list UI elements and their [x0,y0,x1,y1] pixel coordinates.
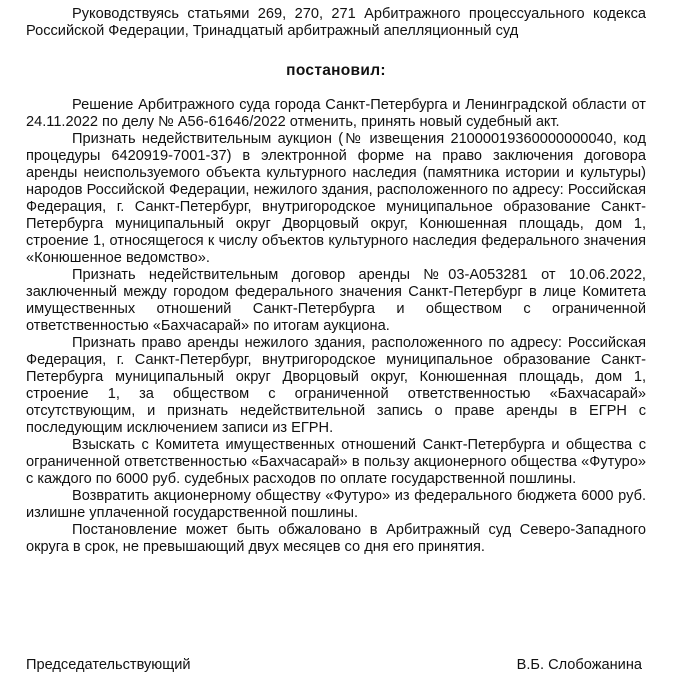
paragraph-7: Постановление может быть обжаловано в Арбитражный суд Северо-Западного округа в срок, не превышающий двух месяцев со дня его принятия. [26,522,646,555]
intro-paragraph: Руководствуясь статьями 269, 270, 271 Арбитражного процессуального кодекса Российской Федерации, Тринадцатый арбитражный апелляционный суд [26,6,646,39]
paragraph-4: Признать право аренды нежилого здания, расположенного по адресу: Российская Федерация, г. Санкт-Петербург, внутригородское муниципальное образование Санкт-Петербурга муниципальный округ Дворцовый округ, Конюшенная площадь, дом 1, строение 1, за обществом с ограниченной ответственностью «Бахчасарай» отсутствующим, и признать недействительной запись о праве аренды в ЕГРН с последующим исключением записи из ЕГРН. [26,335,646,436]
paragraph-6: Возвратить акционерному обществу «Футуро» из федерального бюджета 6000 руб. излишне уплаченной государственной пошлины. [26,488,646,521]
paragraph-1: Решение Арбитражного суда города Санкт-Петербурга и Ленинградской области от 24.11.2022 по делу № А56-61646/2022 отменить, принять новый судебный акт. [26,97,646,130]
signature-row [26,657,646,674]
paragraph-3: Признать недействительным договор аренды №03-А053281 от 10.06.2022, заключенный между городом федерального значения Санкт-Петербург в лице Комитета имущественных отношений Санкт-Петербурга и обществом с ограниченной ответственностью «Бахчасарай» по итогам аукциона. [26,267,646,334]
paragraph-2: Признать недействительным аукцион (№ извещения 21000019360000000040, код процедуры 6420919-7001-37) в электронной форме на право заключения договора аренды неиспользуемого объекта культурного наследия (памятника истории и культуры) народов Российской Федерации, нежилого здания, расположенного по адресу: Российская Федерация, г. Санкт-Петербург, внутригородское муниципальное образование Санкт-Петербурга муниципальный округ Дворцовый округ, Конюшенная площадь, дом 1, строение 1, относящегося к числу объектов культурного наследия федерального значения «Конюшенное ведомство». [26,131,646,266]
signature-name: В.Б. Слобожанина [516,657,642,673]
resolution-title: постановил: [286,62,386,79]
signature-role: Председательствующий [26,657,191,673]
paragraph-5: Взыскать с Комитета имущественных отношений Санкт-Петербурга и общества с ограниченной ответственностью «Бахчасарай» в пользу акционерного общества «Футуро» с каждого по 6000 руб. судебных расходов по оплате государственной пошлины. [26,437,646,487]
document-body [26,6,646,556]
